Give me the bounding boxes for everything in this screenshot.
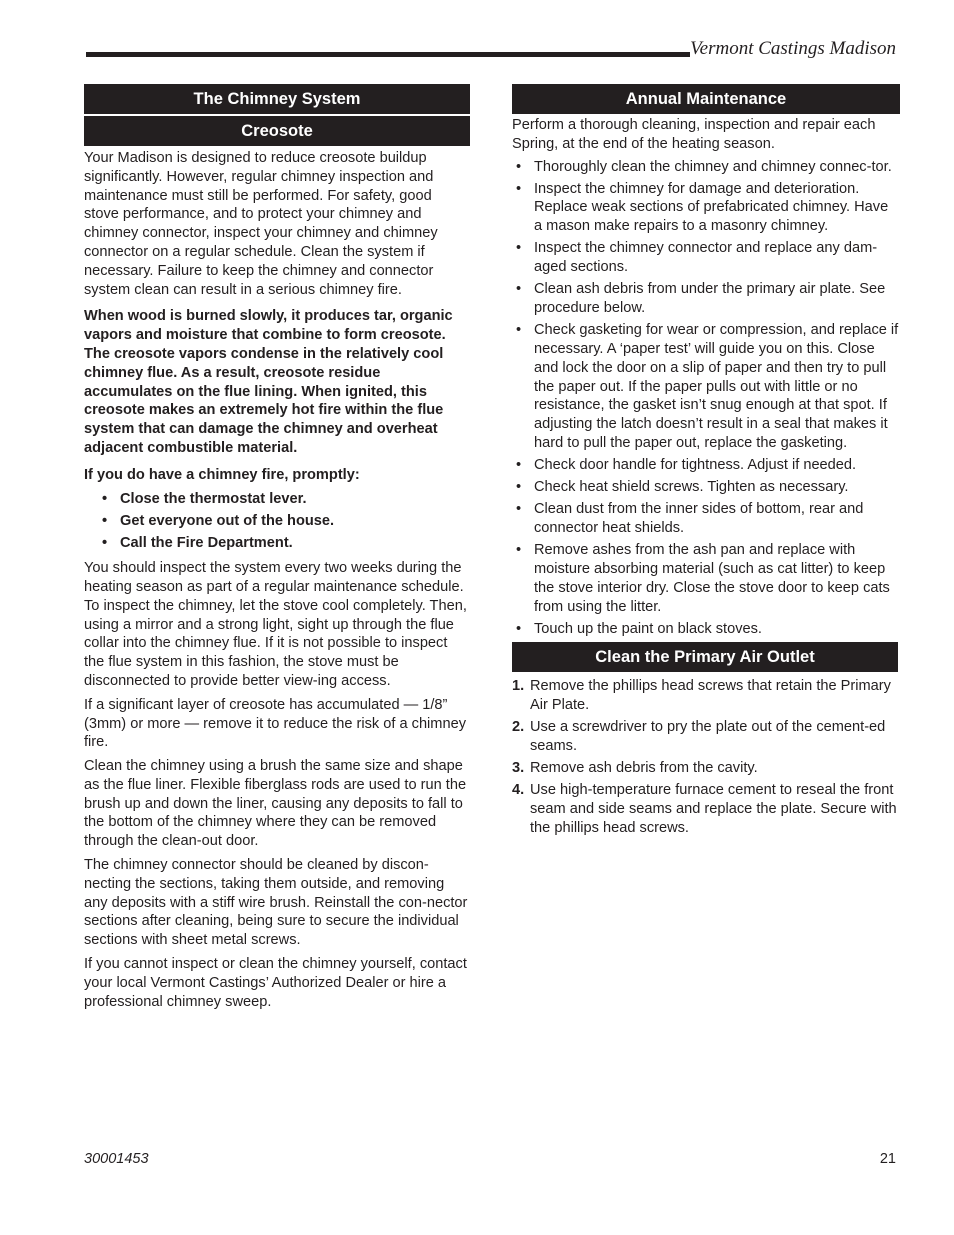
list-item: • Thoroughly clean the chimney and chimney connec-tor. — [512, 158, 900, 177]
dealer-paragraph: If you cannot inspect or clean the chimney yourself, contact your local Vermont Castings’ Authorized Dealer or hire a professional chimney sweep. — [84, 956, 467, 1010]
fire-step: • Call the Fire Department. — [84, 534, 470, 553]
layer-paragraph: If a significant layer of creosote has accumulated — 1/8” (3mm) or more — remove it to reduce the risk of a chimney fire. — [84, 696, 466, 751]
list-item: • Check heat shield screws. Tighten as necessary. — [512, 478, 900, 497]
creosote-warning: When wood is burned slowly, it produces tar, organic vapors and moisture that combine to form creosote. The creosote vapors condense in the relatively cool chimney flue. As a result, creosote residue accumulates on the flue lining. When ignited, this creosote makes an extremely hot fire within the flue system that can damage the chimney and overheat adjacent combustible material. — [84, 308, 453, 456]
annual-maintenance-heading: Annual Maintenance — [512, 84, 900, 114]
list-item: • Check gasketing for wear or compression, and replace if necessary. A ‘paper test’ will guide you on this. Close and lock the door on a slip of paper and then try to pull the paper out. If the paper pulls out with little or no resistance, the gasket isn’t snug enough at that spot. If adjusting the latch doesn’t result in a seal that makes it hard to pull the paper out, replace the gasketing. — [512, 321, 900, 453]
step-text: Use high-temperature furnace cement to reseal the front seam and side seams and replace the plate. Secure with the phillips head screws. — [530, 782, 897, 836]
step-item — [512, 677, 900, 715]
right-column — [512, 84, 900, 841]
maintenance-list — [512, 158, 900, 639]
step-text: Use a screwdriver to pry the plate out of the cement-ed seams. — [530, 719, 886, 755]
clean-paragraph: Clean the chimney using a brush the same size and shape as the flue liner. Flexible fiberglass rods are used to run the brush up and down the liner, causing any deposits to fall to the bottom of the chimney where they can be removed through the clean-out door. — [84, 758, 467, 850]
step-number: 3. — [512, 760, 525, 777]
left-column — [84, 84, 470, 1016]
chimney-fire-steps — [84, 490, 470, 554]
chimney-fire-lead: If you do have a chimney fire, promptly: — [84, 466, 360, 483]
chimney-system-heading: The Chimney System — [84, 84, 470, 114]
page-number: 21 — [879, 1151, 896, 1167]
list-item: • Touch up the paint on black stoves. — [512, 620, 900, 639]
step-text: Remove the phillips head screws that retain the Primary Air Plate. — [530, 678, 891, 714]
creosote-heading: Creosote — [84, 116, 470, 146]
list-item: • Inspect the chimney connector and replace any dam-aged sections. — [512, 239, 900, 277]
creosote-intro: Your Madison is designed to reduce creosote buildup significantly. However, regular chimney inspection and maintenance must still be performed. For safety, good stove performance, and to protect your chimney and chimney connector, inspect your chimney and chimney connector on a regular schedule. Clean the system if necessary. Failure to keep the chimney and connector system clean can result in a serious chimney fire. — [84, 150, 438, 298]
header-rule — [86, 52, 690, 57]
list-item: • Clean dust from the inner sides of bottom, rear and connector heat shields. — [512, 500, 900, 538]
fire-step: • Close the thermostat lever. — [84, 490, 470, 509]
fire-step: • Get everyone out of the house. — [84, 512, 470, 531]
list-item: • Remove ashes from the ash pan and replace with moisture absorbing material (such as cat litter) to keep the stove interior dry. Close the stove door to keep cats from using the litter. — [512, 541, 900, 616]
connector-paragraph: The chimney connector should be cleaned by discon-necting the sections, taking them outside, and removing any deposits with a stiff wire brush. Reinstall the con-nector sections after cleaning, being sure to secure the individual sections with sheet metal screws. — [84, 857, 468, 949]
step-number: 4. — [512, 782, 525, 799]
inspect-paragraph: You should inspect the system every two weeks during the heating season as part of a regular maintenance schedule. To inspect the chimney, let the stove cool completely. Then, using a mirror and a strong light, sight up through the flue collar into the chimney flue. If it is not possible to inspect the flue system in this fashion, the stove must be disconnected to provide better view-ing access. — [84, 560, 467, 689]
list-item: • Check door handle for tightness. Adjust if needed. — [512, 456, 900, 475]
document-number: 30001453 — [84, 1151, 149, 1167]
step-number: 1. — [512, 678, 525, 695]
step-item — [512, 718, 900, 756]
list-item: • Clean ash debris from under the primary air plate. See procedure below. — [512, 280, 900, 318]
step-text: Remove ash debris from the cavity. — [530, 760, 758, 777]
primary-air-outlet-heading: Clean the Primary Air Outlet — [512, 642, 898, 672]
step-item — [512, 759, 900, 778]
header-title: Vermont Castings Madison — [690, 38, 896, 59]
step-number: 2. — [512, 719, 525, 736]
step-item — [512, 781, 900, 837]
list-item: • Inspect the chimney for damage and deterioration. Replace weak sections of prefabricated chimney. Have a mason make repairs to a masonry chimney. — [512, 180, 900, 236]
maintenance-intro: Perform a thorough cleaning, inspection and repair each Spring, at the end of the heating season. — [512, 117, 876, 152]
outlet-steps — [512, 677, 900, 837]
